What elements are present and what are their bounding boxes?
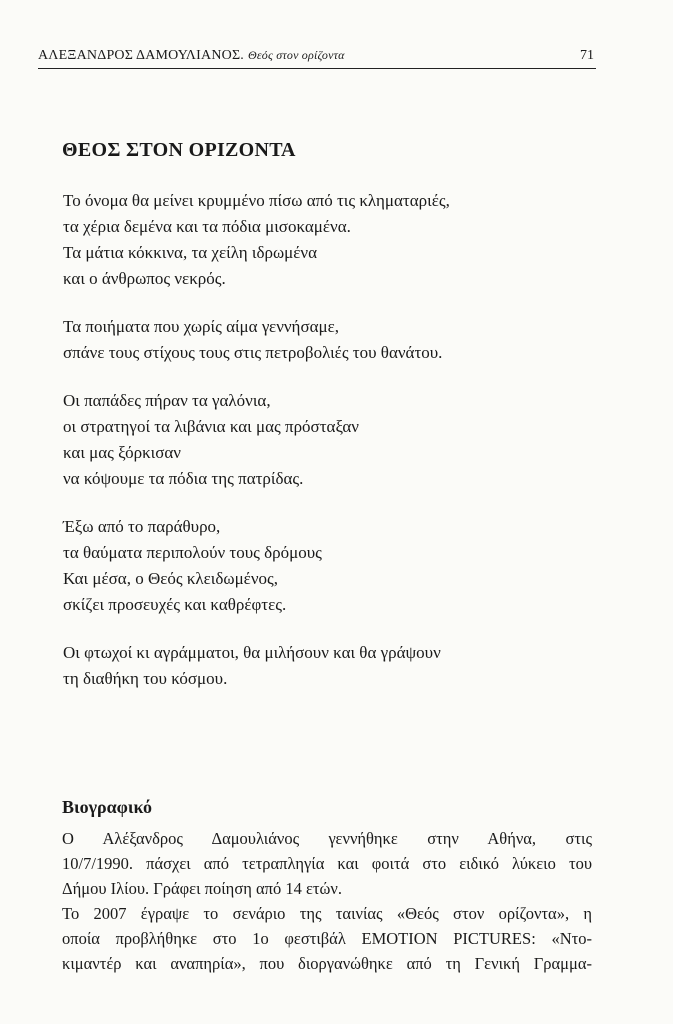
page-number: 71 xyxy=(580,48,594,63)
poem-stanza xyxy=(63,388,583,492)
poem-title: ΘΕΟΣ ΣΤΟΝ ΟΡΙΖΟΝΤΑ xyxy=(62,139,296,161)
bio-line: 10/7/1990. πάσχει από τετραπληγία και φοιτά στο ειδικό λύκειο του xyxy=(62,854,592,873)
poem-line: Οι παπάδες πήραν τα γαλόνια, xyxy=(63,391,271,410)
author-name: ΑΛΕΞΑΝΔΡΟΣ ΔΑΜΟΥΛΙΑΝΟΣ. xyxy=(38,48,244,63)
poem-line: σπάνε τους στίχους τους στις πετροβολιές του θανάτου. xyxy=(63,343,443,362)
bio-line: οποία προβλήθηκε στο 1ο φεστιβάλ EMOTION PICTURES: «Ντο- xyxy=(62,929,592,948)
poem-stanza xyxy=(63,314,583,366)
poem-line: τα θαύματα περιπολούν τους δρόμους xyxy=(63,543,322,562)
poem-stanza xyxy=(63,514,583,618)
poem-line: να κόψουμε τα πόδια της πατρίδας. xyxy=(63,469,304,488)
bio-line: κιμαντέρ και αναπηρία», που διοργανώθηκε από τη Γενική Γραμμα- xyxy=(62,954,592,973)
poem-line: Τα μάτια κόκκινα, τα χείλη ιδρωμένα xyxy=(63,243,318,262)
poem-line: Και μέσα, ο Θεός κλειδωμένος, xyxy=(63,569,278,588)
poem-stanza xyxy=(63,640,583,692)
poem-body xyxy=(63,188,583,714)
running-head-book-title: Θεός στον ορίζοντα xyxy=(248,48,345,62)
poem-line: Το όνομα θα μείνει κρυμμένο πίσω από τις κληματαριές, xyxy=(63,191,450,210)
running-head xyxy=(38,46,596,69)
poem-line: Οι φτωχοί κι αγράμματοι, θα μιλήσουν και θα γράψουν xyxy=(63,643,441,662)
poem-line: Έξω από το παράθυρο, xyxy=(63,517,221,536)
poem-line: και ο άνθρωπος νεκρός. xyxy=(63,269,226,288)
poem-line: Τα ποιήματα που χωρίς αίμα γεννήσαμε, xyxy=(63,317,340,336)
poem-line: σκίζει προσευχές και καθρέφτες. xyxy=(63,595,287,614)
poem-line: και μας ξόρκισαν xyxy=(63,443,181,462)
running-head-author xyxy=(38,48,345,64)
bio-body xyxy=(62,826,592,976)
bio-line: Ο Αλέξανδρος Δαμουλιάνος γεννήθηκε στην Αθήνα, στις xyxy=(62,829,592,848)
poem-line: τα χέρια δεμένα και τα πόδια μισοκαμένα. xyxy=(63,217,351,236)
bio-heading: Βιογραφικό xyxy=(62,797,152,817)
poem-stanza xyxy=(63,188,583,292)
poem-line: τη διαθήκη του κόσμου. xyxy=(63,669,228,688)
poem-line: οι στρατηγοί τα λιβάνια και μας πρόσταξαν xyxy=(63,417,359,436)
bio-line: Το 2007 έγραψε το σενάριο της ταινίας «Θεός στον ορίζοντα», η xyxy=(62,904,592,923)
bio-line: Δήμου Ιλίου. Γράφει ποίηση από 14 ετών. xyxy=(62,879,342,898)
